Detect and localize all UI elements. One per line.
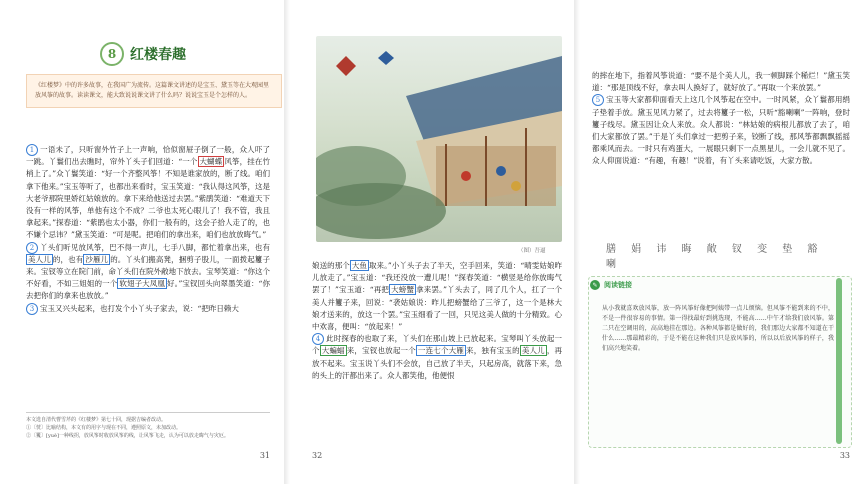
page-number: 31 (259, 451, 270, 460)
paragraph-3 (26, 303, 270, 315)
paragraph-text: 好。”宝钗回头向翠墨笑道：“你去把你们的拿来也放放。” (26, 279, 270, 301)
paragraph-text: ，再放不起来。宝玉说丫头们不会放，自己放了半天，只起房高，就落下来，急的头上的汗都出来了。众人都笑他，他便恨 (312, 346, 563, 380)
pavilion-illustration (316, 36, 562, 242)
reading-box-accent (836, 278, 842, 444)
page31-body (26, 144, 270, 315)
lesson-title: 红楼春趣 (130, 47, 186, 63)
paragraph-text: 取来。”小丫头子去了半天，空手回来，笑道：“晴雯姑娘昨儿放走了。”宝玉道：“我还没放一遭儿呢！”探春笑道：“横竖是给你放晦气罢了！”宝玉道：“再把 (312, 261, 563, 295)
kite-highlight: 沙雁儿 (85, 254, 109, 264)
paragraph-number: 5 (592, 94, 604, 106)
paragraph-text: 的摔在地下，指着风筝说道：“要不是个美人儿，我一顿脚踩个稀烂！”黛玉笑道：“那是顶线不好，拿去叫人换好了，就好放了。”再取一个来放罢。” (592, 71, 850, 93)
kite-highlight: 大鱼 (351, 261, 367, 270)
page-31 (0, 8, 284, 470)
paragraph-text: 丫头们听见放风筝，巴不得一声儿，七手八脚，都忙着拿出来，也有 (40, 242, 270, 252)
book-icon: ✎ (590, 280, 600, 290)
page-number: 32 (312, 451, 323, 460)
paragraph-text: 来，宝钗也放起一个 (346, 346, 416, 356)
reading-link-box (588, 276, 852, 448)
kite-highlight: 大螃蟹 (391, 285, 415, 295)
paragraph-text: 来，独有宝玉的 (466, 346, 520, 356)
kite-highlight: 大蝴蝶 (199, 157, 223, 167)
lesson-title-row (100, 42, 186, 66)
reading-link-text: 从小我就喜欢放风筝，放一阵风筝好像把阿姨带一点儿烦恼。但风筝不能到来的不中，不是一件很容易的事情。第一得找最好到挑选现，不能高……中午才给我们放风筝。第二只在空调用的，高高地挂在那边。各种风筝都是做好的，我们那边大家都不知道在干什么……那最精彩的，于是不能在这种我们只是放风筝的，所以以后放风筝的样子，我们高兴地笑着。 (602, 305, 834, 352)
kite-highlight: 美人儿 (28, 254, 51, 264)
lesson-intro: 《红楼梦》中的许多故事，在我国广为流传。这篇课文讲述的是宝玉、黛玉等在大观园里放风筝的故事。读读课文，能大致说说课文讲了什么吗？说说宝玉是个怎样的人。 (26, 74, 282, 108)
paragraph-text: 娘送的那个 (312, 261, 350, 270)
paragraph-text: 此时探春的也取了来，丫头们在那山坡上已放起来。宝琴叫丫头放起一个 (312, 334, 562, 356)
footnotes (26, 412, 270, 440)
paragraph-text: 的，也有 (52, 254, 84, 264)
paragraph-5 (592, 94, 850, 167)
paragraph-4 (312, 333, 562, 382)
footnote-source: 本文选自清代曹雪芹的《红楼梦》第七十回，现据吉编者改动。 (26, 417, 167, 423)
page-33 (580, 8, 860, 470)
kite-highlight: 美人儿 (521, 346, 545, 356)
illustration-kite-scene (316, 36, 562, 242)
paragraph-text: 一语未了，只听窗外竹子上一声响，恰似窗屉子倒了一般，众人吓了一跳。丫鬟们出去瞧时，帘外丫头子们回道：“一个 (26, 145, 270, 167)
footnote-2: ②〔籰〕[yuè]一种线拐，放风筝时收放风筝的线，让风筝飞走，认为可以放走晦气与灾厄。 (26, 433, 229, 439)
kite-highlight: 软翅子大凤凰 (119, 279, 166, 289)
paragraph-text: 拿来罢。”丫头去了，同了几个人，扛了一个美人并籰子来，回说：“袭姑娘说：昨儿把螃蟹给了三爷了，这一个是林大娘才送来的，放这一个罢。”宝玉细看了一回，只见这美人做的十分精致。心中欢喜，便叫：“放起来！” (312, 285, 563, 332)
paragraph-continued (592, 70, 850, 94)
paragraph-text: 的。丫头们搬高凳，捆剪子股儿，一面拨起籰子来。宝钗等立在院门前，命丫头们在院外敞地下放去。宝琴笑道：“你这个不好看，不如三姐姐的一个 (26, 254, 271, 289)
paragraph-number: 2 (26, 242, 38, 254)
paragraph-text: 风筝，挂在竹梢上了。”众丫鬟笑道：“好一个齐整风筝！不知是谁家放的，断了线。咱们拿下他来。”宝玉等听了，也都出来看时，宝玉笑道：“我认得这风筝，这是大老爷那院里娇红姑娘放的。拿下来给他送过去罢。”紫鹃笑道：“难道天下没有一样的风筝，单他有这个不成？二爷也太死心眼儿了！我不管，我且拿起来。”探春道：“紫鹃也太小器，你们一般有的，这会子拾人走了的，也不嫌个忌讳？”黛玉笑道：“可是呢。把咱们的拿出来，咱们也放放晦气。” (26, 157, 270, 240)
page32-body (312, 260, 562, 382)
reading-link-header (590, 280, 632, 290)
page-32 (290, 8, 574, 470)
footnote-1: ①〔恍〕比喻结构，本文有的用字与现在不同，遵照原文，未加改动。 (26, 425, 182, 431)
vocabulary-bar: 膳 娟 讳 晦 敞 钗 变 垫 豁 喇 (606, 244, 824, 270)
paragraph-number: 3 (26, 303, 38, 315)
paragraph-text: 宝玉又兴头起来，也打发个小丫头子家去，说：“把昨日赖大 (40, 303, 239, 313)
lesson-number-badge: 8 (100, 42, 124, 66)
kite-highlight: 一连七个大雁 (417, 346, 465, 356)
page-number: 33 (839, 451, 850, 460)
paragraph-2 (26, 242, 270, 303)
paragraph-number: 1 (26, 144, 38, 156)
page33-body (592, 70, 850, 168)
paragraph-continued (312, 260, 562, 333)
paragraph-number: 4 (312, 333, 324, 345)
kite-highlight: 大蝙蝠 (321, 346, 345, 356)
paragraph-text: 宝玉等大家都仰面看天上这几个风筝起在空中。一时风紧，众丫鬟都用绢子垫着手放。黛玉见风力紧了，过去将籰子一松，只听“豁喇喇”一阵响，登时籰子线尽。黛玉因让众人来放。众人都说：“林姑娘的病根儿都放了去了，咱们大家都放了罢。”于是丫头们拿过一把剪子来，铰断了线，那风筝都飘飘摇摇都乘风而去。一时只有鸡蛋大，一展眼只剩下一点黑星儿，一会儿就不见了。众人仰面说道：“有趣，有趣！”说着，有丫头来请吃饭，大家方散。 (592, 95, 850, 166)
paragraph-1 (26, 144, 270, 242)
reading-link-label: 阅读链接 (604, 280, 632, 289)
image-caption: （图）吾逼 (518, 248, 546, 254)
